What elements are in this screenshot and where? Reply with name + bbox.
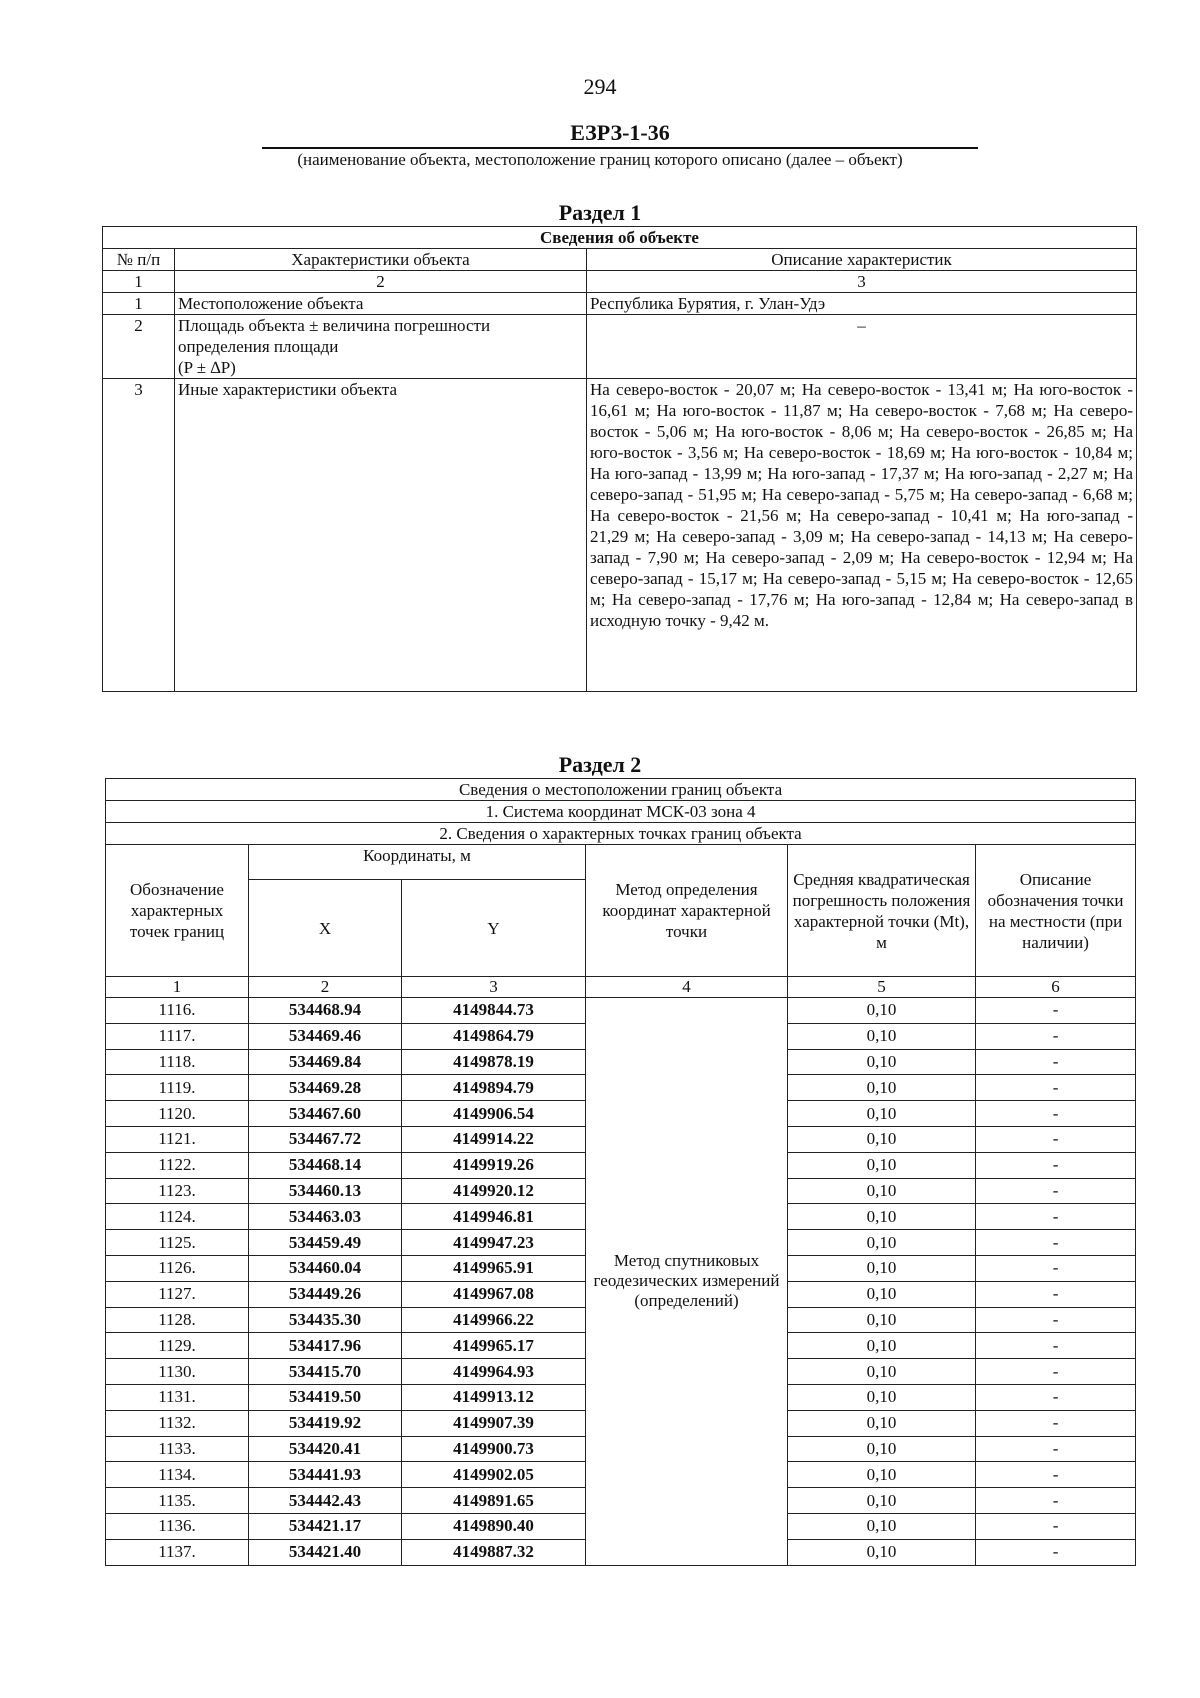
point-y: 4149964.93	[402, 1359, 586, 1385]
row-num: 1	[103, 293, 175, 315]
point-y: 4149965.17	[402, 1333, 586, 1359]
point-x: 534421.17	[249, 1513, 402, 1539]
point-desc: -	[976, 1101, 1136, 1127]
point-y: 4149947.23	[402, 1230, 586, 1256]
point-mt: 0,10	[788, 1488, 976, 1514]
point-desc: -	[976, 1359, 1136, 1385]
point-id: 1122.	[106, 1152, 249, 1178]
header-description: Описание обозначения точки на местности (при наличии)	[976, 845, 1136, 977]
table-row	[106, 998, 1136, 1024]
header-coords: Координаты, м	[249, 845, 586, 880]
row-characteristic: Площадь объекта ± величина погрешности определения площади (P ± ∆P)	[175, 315, 587, 379]
point-id: 1117.	[106, 1023, 249, 1049]
point-x: 534469.28	[249, 1075, 402, 1101]
point-id: 1119.	[106, 1075, 249, 1101]
point-x: 534469.84	[249, 1049, 402, 1075]
point-id: 1129.	[106, 1333, 249, 1359]
point-desc: -	[976, 1513, 1136, 1539]
object-info-table	[102, 226, 1137, 692]
point-y: 4149902.05	[402, 1462, 586, 1488]
point-mt: 0,10	[788, 998, 976, 1024]
table1-header-description: Описание характеристик	[587, 249, 1137, 271]
point-y: 4149891.65	[402, 1488, 586, 1514]
point-desc: -	[976, 1436, 1136, 1462]
point-desc: -	[976, 1178, 1136, 1204]
point-desc: -	[976, 1333, 1136, 1359]
header-method: Метод определения координат характерной точки	[586, 845, 788, 977]
point-id: 1135.	[106, 1488, 249, 1514]
point-y: 4149900.73	[402, 1436, 586, 1462]
point-id: 1136.	[106, 1513, 249, 1539]
table1-header-characteristic: Характеристики объекта	[175, 249, 587, 271]
point-mt: 0,10	[788, 1307, 976, 1333]
point-mt: 0,10	[788, 1101, 976, 1127]
object-caption: (наименование объекта, местоположение границ которого описано (далее – объект)	[297, 150, 903, 169]
table1-colnum: 2	[175, 271, 587, 293]
point-id: 1120.	[106, 1101, 249, 1127]
point-y: 4149919.26	[402, 1152, 586, 1178]
colnum: 3	[402, 977, 586, 998]
point-id: 1128.	[106, 1307, 249, 1333]
point-y: 4149906.54	[402, 1101, 586, 1127]
point-desc: -	[976, 1075, 1136, 1101]
point-mt: 0,10	[788, 1462, 976, 1488]
point-desc: -	[976, 1230, 1136, 1256]
point-y: 4149965.91	[402, 1255, 586, 1281]
point-desc: -	[976, 1488, 1136, 1514]
header-y: Y	[402, 880, 586, 977]
points-title: 2. Сведения о характерных точках границ объекта	[106, 823, 1136, 845]
object-name: ЕЗРЗ-1-36	[262, 120, 978, 149]
table1-header-num: № п/п	[103, 249, 175, 271]
point-x: 534441.93	[249, 1462, 402, 1488]
colnum: 4	[586, 977, 788, 998]
point-mt: 0,10	[788, 1513, 976, 1539]
point-id: 1127.	[106, 1281, 249, 1307]
point-y: 4149894.79	[402, 1075, 586, 1101]
point-id: 1123.	[106, 1178, 249, 1204]
point-x: 534460.04	[249, 1255, 402, 1281]
point-mt: 0,10	[788, 1230, 976, 1256]
point-y: 4149913.12	[402, 1384, 586, 1410]
point-id: 1125.	[106, 1230, 249, 1256]
point-id: 1116.	[106, 998, 249, 1024]
point-desc: -	[976, 998, 1136, 1024]
point-id: 1130.	[106, 1359, 249, 1385]
point-id: 1133.	[106, 1436, 249, 1462]
row-num: 2	[103, 315, 175, 379]
colnum: 2	[249, 977, 402, 998]
point-mt: 0,10	[788, 1436, 976, 1462]
table2-title: Сведения о местоположении границ объекта	[106, 779, 1136, 801]
point-desc: -	[976, 1410, 1136, 1436]
point-y: 4149914.22	[402, 1126, 586, 1152]
table-row	[103, 315, 1137, 379]
point-mt: 0,10	[788, 1204, 976, 1230]
point-desc: -	[976, 1281, 1136, 1307]
point-mt: 0,10	[788, 1410, 976, 1436]
point-desc: -	[976, 1307, 1136, 1333]
point-mt: 0,10	[788, 1255, 976, 1281]
point-desc: -	[976, 1462, 1136, 1488]
point-mt: 0,10	[788, 1049, 976, 1075]
header-error: Средняя квадратическая погрешность положения характерной точки (Mt), м	[788, 845, 976, 977]
point-mt: 0,10	[788, 1359, 976, 1385]
point-x: 534415.70	[249, 1359, 402, 1385]
header-designation: Обозначение характерных точек границ	[106, 845, 249, 977]
point-id: 1124.	[106, 1204, 249, 1230]
colnum: 6	[976, 977, 1136, 998]
point-x: 534469.46	[249, 1023, 402, 1049]
row-characteristic: Иные характеристики объекта	[175, 379, 587, 692]
point-id: 1137.	[106, 1539, 249, 1565]
point-desc: -	[976, 1204, 1136, 1230]
point-mt: 0,10	[788, 1333, 976, 1359]
point-x: 534419.92	[249, 1410, 402, 1436]
point-mt: 0,10	[788, 1178, 976, 1204]
row-num: 3	[103, 379, 175, 692]
point-desc: -	[976, 1152, 1136, 1178]
section2-title: Раздел 2	[558, 752, 642, 777]
point-mt: 0,10	[788, 1539, 976, 1565]
point-x: 534417.96	[249, 1333, 402, 1359]
table1-title: Сведения об объекте	[103, 227, 1137, 249]
boundary-directions-text: На северо-восток - 20,07 м; На северо-восток - 13,41 м; На юго-восток - 16,61 м; На юго-восток - 11,87 м; На северо-восток - 7,68 м; На северо-восток - 5,06 м; На юго-восток - 8,06 м; На северо-восток - 26,85 м; На юго-восток - 3,56 м; На северо-восток - 18,69 м; На юго-восток - 10,84 м; На юго-запад - 13,99 м; На юго-запад - 17,37 м; На юго-запад - 2,27 м; На северо-запад - 51,95 м; На северо-запад - 5,75 м; На северо-запад - 6,68 м; На северо-восток - 21,56 м; На северо-запад - 10,41 м; На юго-запад - 21,29 м; На северо-запад - 3,09 м; На северо-запад - 14,13 м; На северо-запад - 7,90 м; На северо-запад - 2,09 м; На северо-восток - 12,94 м; На северо-запад - 15,17 м; На северо-запад - 5,15 м; На северо-восток - 12,65 м; На северо-запад - 17,76 м; На юго-запад - 12,84 м; На северо-запад в исходную точку - 9,42 м.	[587, 379, 1137, 692]
point-y: 4149887.32	[402, 1539, 586, 1565]
boundary-points-table	[105, 778, 1136, 1566]
point-x: 534449.26	[249, 1281, 402, 1307]
point-desc: -	[976, 1255, 1136, 1281]
point-desc: -	[976, 1384, 1136, 1410]
point-mt: 0,10	[788, 1384, 976, 1410]
point-x: 534468.94	[249, 998, 402, 1024]
point-mt: 0,10	[788, 1126, 976, 1152]
row-value: Республика Бурятия, г. Улан-Удэ	[587, 293, 1137, 315]
point-y: 4149920.12	[402, 1178, 586, 1204]
point-desc: -	[976, 1023, 1136, 1049]
point-x: 534419.50	[249, 1384, 402, 1410]
point-y: 4149946.81	[402, 1204, 586, 1230]
point-x: 534420.41	[249, 1436, 402, 1462]
point-x: 534421.40	[249, 1539, 402, 1565]
point-mt: 0,10	[788, 1152, 976, 1178]
point-mt: 0,10	[788, 1023, 976, 1049]
point-id: 1118.	[106, 1049, 249, 1075]
point-x: 534463.03	[249, 1204, 402, 1230]
point-y: 4149864.79	[402, 1023, 586, 1049]
point-id: 1131.	[106, 1384, 249, 1410]
colnum: 1	[106, 977, 249, 998]
colnum: 5	[788, 977, 976, 998]
point-desc: -	[976, 1126, 1136, 1152]
point-y: 4149907.39	[402, 1410, 586, 1436]
point-mt: 0,10	[788, 1075, 976, 1101]
point-id: 1126.	[106, 1255, 249, 1281]
point-y: 4149967.08	[402, 1281, 586, 1307]
point-x: 534442.43	[249, 1488, 402, 1514]
point-x: 534467.72	[249, 1126, 402, 1152]
coord-system: 1. Система координат МСК-03 зона 4	[106, 801, 1136, 823]
table-row	[103, 379, 1137, 692]
row-characteristic: Местоположение объекта	[175, 293, 587, 315]
section1-title: Раздел 1	[558, 200, 642, 225]
point-y: 4149878.19	[402, 1049, 586, 1075]
table1-colnum: 1	[103, 271, 175, 293]
point-y: 4149890.40	[402, 1513, 586, 1539]
point-desc: -	[976, 1049, 1136, 1075]
point-x: 534460.13	[249, 1178, 402, 1204]
method-cell: Метод спутниковых геодезических измерений (определений)	[586, 998, 788, 1566]
point-id: 1134.	[106, 1462, 249, 1488]
table1-colnum: 3	[587, 271, 1137, 293]
row-value: –	[587, 315, 1137, 379]
page-number: 294	[583, 74, 617, 99]
point-x: 534435.30	[249, 1307, 402, 1333]
point-desc: -	[976, 1539, 1136, 1565]
point-x: 534467.60	[249, 1101, 402, 1127]
point-x: 534468.14	[249, 1152, 402, 1178]
point-id: 1132.	[106, 1410, 249, 1436]
point-x: 534459.49	[249, 1230, 402, 1256]
point-y: 4149966.22	[402, 1307, 586, 1333]
point-y: 4149844.73	[402, 998, 586, 1024]
point-mt: 0,10	[788, 1281, 976, 1307]
point-id: 1121.	[106, 1126, 249, 1152]
header-x: X	[249, 880, 402, 977]
table-row	[103, 293, 1137, 315]
